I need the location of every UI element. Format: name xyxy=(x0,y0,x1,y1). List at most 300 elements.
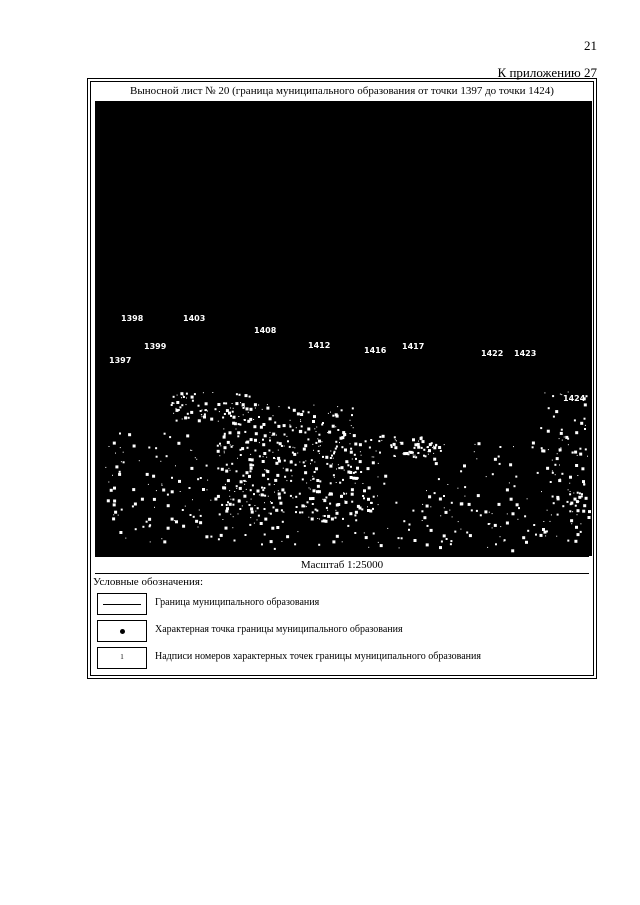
terrain-speck xyxy=(494,458,497,461)
terrain-speck xyxy=(167,527,170,530)
terrain-speck xyxy=(219,443,221,445)
terrain-speck xyxy=(418,441,419,442)
terrain-speck xyxy=(303,448,306,451)
point-label-1417: 1417 xyxy=(402,342,425,351)
terrain-speck xyxy=(220,534,223,537)
terrain-speck xyxy=(276,474,279,477)
terrain-speck xyxy=(484,510,487,513)
terrain-speck xyxy=(150,541,151,542)
terrain-speck xyxy=(259,455,261,457)
terrain-speck xyxy=(354,443,357,446)
terrain-speck xyxy=(276,526,279,529)
terrain-speck xyxy=(226,409,229,412)
terrain-speck xyxy=(264,469,265,470)
terrain-speck xyxy=(123,452,124,453)
terrain-speck xyxy=(423,449,425,451)
terrain-speck xyxy=(254,523,255,524)
terrain-speck xyxy=(542,528,545,531)
terrain-speck xyxy=(243,495,246,498)
terrain-speck xyxy=(361,508,363,510)
terrain-speck xyxy=(490,523,491,524)
terrain-speck xyxy=(313,415,316,418)
terrain-speck xyxy=(557,453,558,454)
terrain-speck xyxy=(439,546,442,549)
terrain-speck xyxy=(570,491,571,492)
terrain-speck xyxy=(274,492,275,493)
terrain-speck xyxy=(408,529,410,531)
terrain-speck xyxy=(233,408,234,409)
terrain-speck xyxy=(364,532,365,533)
terrain-speck xyxy=(113,503,116,506)
terrain-speck xyxy=(574,419,576,421)
terrain-speck xyxy=(443,495,445,497)
terrain-speck xyxy=(254,505,255,506)
terrain-speck xyxy=(571,523,572,524)
terrain-speck xyxy=(560,447,561,448)
terrain-speck xyxy=(320,445,321,446)
terrain-speck xyxy=(525,541,528,544)
terrain-speck xyxy=(575,526,578,529)
terrain-speck xyxy=(198,527,199,528)
terrain-speck xyxy=(299,512,301,514)
terrain-speck xyxy=(272,452,273,453)
terrain-speck xyxy=(402,453,403,454)
terrain-speck xyxy=(426,543,429,546)
terrain-speck xyxy=(373,496,375,498)
terrain-speck xyxy=(440,515,441,516)
terrain-speck xyxy=(237,458,238,459)
terrain-speck xyxy=(321,441,322,442)
terrain-speck xyxy=(553,416,555,418)
terrain-speck xyxy=(222,519,223,520)
terrain-speck xyxy=(249,504,251,506)
terrain-speck xyxy=(336,504,339,507)
terrain-speck xyxy=(200,477,202,479)
terrain-speck xyxy=(232,499,234,501)
terrain-speck xyxy=(464,496,465,497)
terrain-speck xyxy=(567,540,569,542)
terrain-speck xyxy=(207,411,208,412)
terrain-speck xyxy=(292,475,293,476)
terrain-speck xyxy=(322,499,323,500)
terrain-speck xyxy=(187,413,189,415)
terrain-speck xyxy=(413,455,414,456)
terrain-speck xyxy=(190,450,191,451)
terrain-speck xyxy=(568,444,569,445)
terrain-speck xyxy=(561,429,563,431)
terrain-speck xyxy=(510,498,513,501)
terrain-speck xyxy=(475,444,476,445)
terrain-speck xyxy=(250,517,251,518)
terrain-speck xyxy=(260,426,263,429)
terrain-speck xyxy=(179,406,181,408)
terrain-speck xyxy=(492,473,494,475)
terrain-speck xyxy=(332,415,334,417)
terrain-speck xyxy=(327,515,330,518)
terrain-speck xyxy=(283,468,284,469)
terrain-speck xyxy=(245,432,246,433)
terrain-speck xyxy=(296,427,297,428)
terrain-speck xyxy=(551,514,552,515)
terrain-speck xyxy=(263,456,264,457)
terrain-speck xyxy=(568,392,569,393)
terrain-speck xyxy=(354,454,356,456)
terrain-speck xyxy=(340,437,343,440)
terrain-speck xyxy=(297,531,298,532)
terrain-speck xyxy=(223,428,224,429)
terrain-speck xyxy=(258,515,260,517)
terrain-speck xyxy=(219,455,220,456)
terrain-speck xyxy=(311,518,314,521)
terrain-speck xyxy=(476,510,478,512)
terrain-speck xyxy=(284,492,286,494)
terrain-speck xyxy=(343,434,345,436)
terrain-speck xyxy=(257,507,259,509)
terrain-speck xyxy=(394,436,396,438)
terrain-speck xyxy=(218,404,220,406)
terrain-speck xyxy=(537,472,539,474)
terrain-speck xyxy=(132,488,135,491)
terrain-speck xyxy=(289,408,290,409)
terrain-speck xyxy=(567,438,569,440)
terrain-speck xyxy=(373,457,374,458)
terrain-speck xyxy=(272,433,275,436)
terrain-speck xyxy=(403,520,405,522)
terrain-speck xyxy=(196,459,197,460)
terrain-speck xyxy=(454,531,456,533)
terrain-speck xyxy=(449,510,450,511)
terrain-speck xyxy=(555,474,556,475)
terrain-speck xyxy=(552,460,553,461)
terrain-speck xyxy=(555,410,558,413)
terrain-speck xyxy=(217,445,219,447)
terrain-speck xyxy=(310,489,311,490)
terrain-speck xyxy=(229,431,232,434)
terrain-speck xyxy=(233,416,236,419)
terrain-speck xyxy=(557,497,560,500)
terrain-speck xyxy=(575,505,577,507)
terrain-speck xyxy=(178,480,181,483)
terrain-speck xyxy=(108,482,109,483)
terrain-speck xyxy=(422,520,423,521)
terrain-speck xyxy=(317,438,318,439)
terrain-speck xyxy=(352,459,353,460)
terrain-speck xyxy=(225,527,228,530)
terrain-speck xyxy=(286,535,289,538)
terrain-speck xyxy=(261,487,263,489)
terrain-speck xyxy=(577,455,578,456)
terrain-speck xyxy=(344,500,345,501)
terrain-speck xyxy=(295,511,297,513)
terrain-speck xyxy=(372,461,375,464)
map-sheet-frame xyxy=(87,78,597,679)
terrain-speck xyxy=(570,502,573,505)
terrain-speck xyxy=(242,475,244,477)
terrain-speck xyxy=(444,507,445,508)
terrain-speck xyxy=(218,421,219,422)
terrain-speck xyxy=(301,425,303,427)
terrain-speck xyxy=(204,410,205,411)
terrain-speck xyxy=(486,476,487,477)
terrain-speck xyxy=(207,489,208,490)
terrain-speck xyxy=(577,475,578,476)
terrain-speck xyxy=(175,520,178,523)
terrain-speck xyxy=(533,524,535,526)
terrain-speck xyxy=(432,447,433,448)
terrain-speck xyxy=(316,479,319,482)
terrain-speck xyxy=(277,425,280,428)
terrain-speck xyxy=(268,483,270,485)
terrain-speck xyxy=(239,508,241,510)
terrain-speck xyxy=(426,490,427,491)
terrain-speck xyxy=(270,540,273,543)
terrain-speck xyxy=(259,442,260,443)
terrain-speck xyxy=(336,469,337,470)
terrain-speck xyxy=(336,512,339,515)
terrain-speck xyxy=(585,497,588,500)
terrain-speck xyxy=(110,489,113,492)
terrain-speck xyxy=(426,505,429,508)
terrain-speck xyxy=(499,463,501,465)
terrain-speck xyxy=(328,431,331,434)
terrain-speck xyxy=(295,496,297,498)
terrain-speck xyxy=(417,446,420,449)
terrain-speck xyxy=(339,442,340,443)
terrain-speck xyxy=(420,437,423,440)
terrain-speck xyxy=(160,461,161,462)
terrain-speck xyxy=(321,424,323,426)
terrain-speck xyxy=(296,506,298,508)
terrain-speck xyxy=(395,439,396,440)
terrain-speck xyxy=(210,536,212,538)
terrain-speck xyxy=(344,449,347,452)
terrain-speck xyxy=(380,544,383,547)
terrain-speck xyxy=(184,416,187,419)
terrain-speck xyxy=(239,487,242,490)
terrain-speck xyxy=(569,476,572,479)
terrain-speck xyxy=(427,525,429,527)
terrain-speck xyxy=(556,457,559,460)
terrain-speck xyxy=(405,452,408,455)
terrain-speck xyxy=(541,491,542,492)
terrain-speck xyxy=(269,440,271,442)
terrain-speck xyxy=(304,444,307,447)
terrain-speck xyxy=(422,504,423,505)
terrain-speck xyxy=(289,424,290,425)
terrain-speck xyxy=(564,437,565,438)
terrain-speck xyxy=(269,437,270,438)
legend-symbol-number xyxy=(97,647,147,669)
terrain-speck xyxy=(554,464,556,466)
terrain-speck xyxy=(153,498,156,501)
terrain-speck xyxy=(176,401,179,404)
terrain-speck xyxy=(577,533,580,536)
terrain-speck xyxy=(369,447,371,449)
terrain-speck xyxy=(547,510,548,511)
terrain-speck xyxy=(391,446,393,448)
terrain-speck xyxy=(221,468,224,471)
terrain-speck xyxy=(250,470,252,472)
terrain-speck xyxy=(268,496,269,497)
terrain-speck xyxy=(552,496,554,498)
terrain-speck xyxy=(412,452,414,454)
terrain-speck xyxy=(428,449,431,452)
terrain-speck xyxy=(284,446,285,447)
terrain-speck xyxy=(363,489,366,492)
terrain-speck xyxy=(316,431,317,432)
terrain-speck xyxy=(230,499,231,500)
terrain-speck xyxy=(263,452,266,455)
terrain-speck xyxy=(229,496,230,497)
terrain-speck xyxy=(365,536,368,539)
terrain-speck xyxy=(290,420,291,421)
terrain-speck xyxy=(162,485,163,486)
terrain-speck xyxy=(567,501,569,503)
terrain-speck xyxy=(199,510,200,511)
terrain-speck xyxy=(373,533,375,535)
terrain-speck xyxy=(171,404,173,406)
terrain-speck xyxy=(161,484,162,485)
terrain-speck xyxy=(273,506,275,508)
terrain-speck xyxy=(308,517,309,518)
terrain-speck xyxy=(316,510,318,512)
terrain-speck xyxy=(253,493,255,495)
terrain-speck xyxy=(262,460,265,463)
terrain-speck xyxy=(315,442,317,444)
terrain-speck xyxy=(583,504,586,507)
terrain-speck xyxy=(572,452,574,454)
terrain-speck xyxy=(340,482,341,483)
terrain-speck xyxy=(222,486,225,489)
terrain-speck xyxy=(312,444,313,445)
terrain-speck xyxy=(303,461,305,463)
terrain-speck xyxy=(350,451,353,454)
terrain-speck xyxy=(400,442,401,443)
terrain-speck xyxy=(393,443,396,446)
terrain-speck xyxy=(264,502,265,503)
terrain-speck xyxy=(368,468,369,469)
terrain-speck xyxy=(492,513,493,514)
terrain-speck xyxy=(186,434,189,437)
terrain-speck xyxy=(328,413,329,414)
terrain-speck xyxy=(302,411,304,413)
terrain-speck xyxy=(115,453,116,454)
terrain-speck xyxy=(238,513,239,514)
terrain-speck xyxy=(421,510,423,512)
terrain-speck xyxy=(544,531,547,534)
terrain-speck xyxy=(237,435,239,437)
terrain-speck xyxy=(304,471,307,474)
terrain-speck xyxy=(557,514,559,516)
point-label-1416: 1416 xyxy=(364,346,387,355)
terrain-speck xyxy=(292,429,294,431)
terrain-speck xyxy=(433,446,434,447)
terrain-speck xyxy=(347,525,349,527)
terrain-speck xyxy=(362,483,363,484)
terrain-speck xyxy=(139,460,140,461)
terrain-speck xyxy=(197,478,199,480)
point-label-1412: 1412 xyxy=(308,341,331,350)
terrain-speck xyxy=(359,507,362,510)
terrain-speck xyxy=(322,456,324,458)
terrain-speck xyxy=(264,508,266,510)
terrain-speck xyxy=(290,470,292,472)
terrain-speck xyxy=(225,470,228,473)
terrain-speck xyxy=(412,510,414,512)
terrain-speck xyxy=(428,454,429,455)
terrain-speck xyxy=(342,431,345,434)
terrain-speck xyxy=(273,415,274,416)
terrain-speck xyxy=(272,435,273,436)
terrain-speck xyxy=(363,497,365,499)
terrain-speck xyxy=(246,441,249,444)
terrain-speck xyxy=(230,408,231,409)
terrain-speck xyxy=(498,503,501,506)
map-sheet-inner-frame xyxy=(90,81,594,676)
terrain-speck xyxy=(446,538,448,540)
terrain-speck xyxy=(264,495,266,497)
terrain-speck xyxy=(238,416,239,417)
terrain-speck xyxy=(495,543,497,545)
terrain-speck xyxy=(219,513,221,515)
terrain-speck xyxy=(180,491,181,492)
terrain-speck xyxy=(193,516,195,518)
terrain-speck xyxy=(262,489,264,491)
terrain-speck xyxy=(331,518,334,521)
terrain-speck xyxy=(239,424,241,426)
terrain-speck xyxy=(324,499,325,500)
terrain-speck xyxy=(351,501,353,503)
terrain-speck xyxy=(118,515,119,516)
terrain-speck xyxy=(232,504,234,506)
terrain-speck xyxy=(438,446,441,449)
appendix-reference: К приложению 27 xyxy=(497,65,597,80)
terrain-speck xyxy=(577,509,580,512)
terrain-speck xyxy=(433,453,434,454)
terrain-speck xyxy=(586,395,588,397)
terrain-speck xyxy=(182,525,185,528)
terrain-speck xyxy=(283,511,284,512)
terrain-speck xyxy=(450,540,452,542)
terrain-speck xyxy=(355,519,357,521)
terrain-speck xyxy=(329,465,332,468)
terrain-speck xyxy=(581,493,583,495)
terrain-speck xyxy=(262,439,264,441)
terrain-speck xyxy=(333,458,334,459)
terrain-speck xyxy=(338,467,340,469)
terrain-speck xyxy=(541,449,544,452)
terrain-speck xyxy=(113,514,114,515)
terrain-speck xyxy=(255,511,256,512)
terrain-speck xyxy=(299,462,300,463)
terrain-speck xyxy=(253,419,254,420)
terrain-speck xyxy=(560,394,561,395)
terrain-speck xyxy=(171,477,173,479)
terrain-speck xyxy=(190,467,193,470)
terrain-speck xyxy=(423,516,426,519)
terrain-speck xyxy=(205,409,207,411)
terrain-speck xyxy=(191,396,194,399)
terrain-speck xyxy=(261,493,264,496)
legend-text-number: Надписи номеров характерных точек границы муниципального образования xyxy=(155,651,481,662)
terrain-speck xyxy=(112,517,115,520)
terrain-speck xyxy=(329,503,331,505)
terrain-speck xyxy=(295,464,297,466)
terrain-speck xyxy=(367,498,370,501)
terrain-speck xyxy=(311,459,313,461)
terrain-speck xyxy=(236,470,238,472)
terrain-speck xyxy=(271,502,273,504)
